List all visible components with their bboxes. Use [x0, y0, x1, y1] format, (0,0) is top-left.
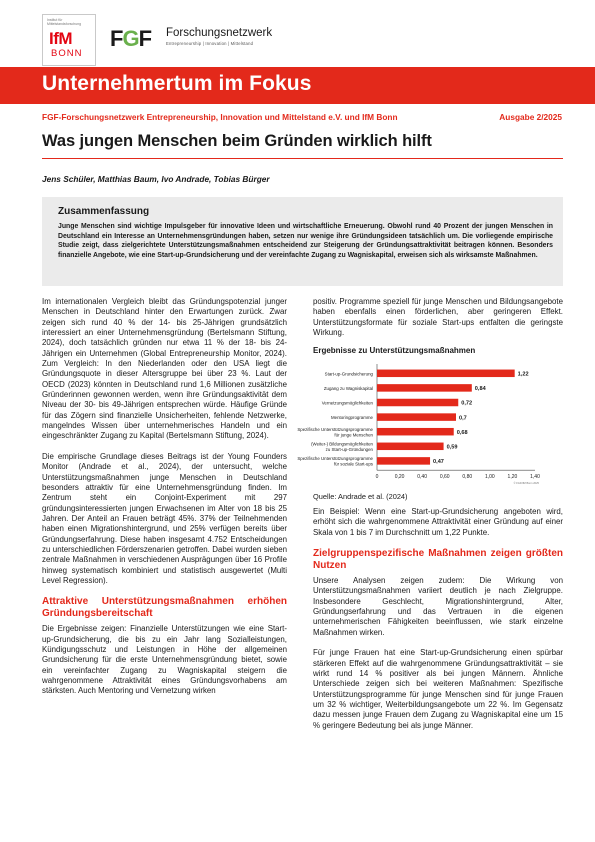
fgf-logo-letter: F: [110, 26, 123, 51]
fgf-logo: [110, 26, 151, 52]
paragraph: Die Ergebnisse zeigen: Finanzielle Unterstützungen wie eine Start-up-Grundsicherung, die bis zu ein Jahr lang Sozialleistungen, Kündigungsschutz und Leistungen in Höhe der allgemeinen Grundsicherung für die erste Unternehmensgründung bietet, sowie ein vereinfachter Zugang zu Wagniskapital steigern die wahrgenommene Attraktivität eines Gründungsvorhabens am stärksten. Auch Mentoring und Vernetzung wirken: [42, 624, 287, 696]
category-label: Zugang zu Wagniskapital: [323, 385, 373, 391]
publisher-text: FGF-Forschungsnetzwerk Entrepreneurship, Innovation und Mittelstand e.V. und IfM Bonn: [42, 112, 398, 122]
x-tick-label: 0,40: [417, 473, 428, 480]
paragraph: Ein Beispiel: Wenn eine Start-up-Grundsicherung angeboten wird, erhöht sich die wahrgenommene Attraktivität einer Gründung auf einer Skala von 1 bis 7 im Durchschnitt um 1,22 Punkte.: [313, 507, 563, 537]
page-title: Was jungen Menschen beim Gründen wirklich hilft: [42, 132, 432, 150]
summary-heading: Zusammenfassung: [58, 206, 150, 217]
ifm-logo-city: BONN: [51, 48, 83, 59]
x-tick-label: 0,60: [439, 473, 450, 480]
section-heading: Zielgruppenspezifische Maßnahmen zeigen größten Nutzen: [313, 548, 563, 571]
x-tick-label: 1,00: [484, 473, 495, 480]
chart-source: Quelle: Andrade et al. (2024): [313, 491, 408, 501]
fgf-name: Forschungsnetzwerk: [166, 27, 273, 39]
chart-bar: [377, 384, 472, 392]
ifm-logo: [42, 14, 96, 66]
x-tick-label: 0,20: [394, 473, 405, 480]
chart-watermark: © FGF/IfM Bonn 2025: [513, 481, 539, 485]
bar-value-label: 1,22: [517, 371, 529, 378]
category-label: Vernetzungsmöglichkeiten: [321, 400, 373, 406]
fgf-logo-text: [110, 26, 151, 51]
paragraph: positiv. Programme speziell für junge Menschen und Bildungsangebote haben ebenfalls einen förderlichen, aber geringeren Effekt. Unterstützungsformate für soziale Start-ups entfalten die geringste Wirkung.: [313, 297, 563, 338]
bar-value-label: 0,72: [461, 400, 473, 407]
chart-title: Ergebnisse zu Unterstützungsmaßnahmen: [313, 346, 476, 356]
category-label: (Weiter-) Bildungsmöglichkeiten: [311, 441, 373, 447]
chart-bar: [377, 369, 515, 377]
ifm-logo-small-text: Institut für Mittelstandsforschung: [47, 18, 82, 26]
fgf-logo-letter: F: [138, 26, 152, 51]
category-label: für soziale Start-ups: [333, 461, 373, 467]
paragraph: Die empirische Grundlage dieses Beitrags ist der Young Founders Monitor (Andrade et al., 2024), der untersucht, welche Unterstützungsmaßnahmen junge Menschen in Deutschland besonders attraktiv für eine Unternehmensgründung finden. Im Zentrum steht ein Conjoint-Experiment mit 297 gründungsinteressierten jungen Erwachsenen im Alter von 18 bis 25 Jahren. Der Anteil an Frauen beträgt 45%. 37% der Teilnehmenden haben einen Migrationshintergrund, und 25% verfügen bereits über Gründungserfahrung. Diese haben insgesamt 4.752 Entscheidungen zu unterschiedlichen Förderszenarien getroffen. Dabei wurden sieben zentrale Maßnahmen in verschiedenen Ausprägungen über 16 Profile hinweg systematisch kombiniert und statistisch ausgewertet (Multi Level Regression).: [42, 451, 287, 585]
x-tick-label: 0,80: [462, 473, 473, 480]
category-label: zu Start-up-Gründungen: [325, 446, 373, 452]
chart-bar: [377, 457, 430, 465]
category-label: für junge Menschen: [334, 432, 373, 438]
bar-value-label: 0,84: [474, 385, 486, 392]
x-tick-label: 0: [375, 473, 379, 480]
paragraph: Im internationalen Vergleich bleibt das Gründungspotenzial junger Menschen in Deutschland hinter den Erwartungen zurück. Zwar zeigen sich rund 40 % der 14- bis 25-Jährigen grundsätzlich interessiert an einer Unternehmensgründung (Bertelsmann Stiftung, 2024), doch tatsächlich gründen nur etwa 11 % der 18- bis 24-Jährigen ein Unternehmen (Global Entrepreneurship Monitor, 2024). Zum Vergleich: In den Niederlanden oder den USA liegt die Gründungsquote in dieser Altersgruppe bei über 23 %. Laut der OECD (2023) könnten in Deutschland rund 1,6 Millionen zusätzliche Gründerinnen gewonnen werden, wenn ihre Gründungsaktivität dem Niveau der 30- bis 49-Jährigen entsprechen würde. Häufige Gründe für das Zögern sind finanzielle Unsicherheiten, fehlende Netzwerke, mangelndes Wissen über unternehmerisches Handeln und ein eingeschränkter Zugang zu Kapital (Bertelsmann Stiftung, 2024).: [42, 297, 287, 441]
banner-title: Unternehmertum im Fokus: [42, 72, 312, 95]
paragraph: Unsere Analysen zeigen zudem: Die Wirkung von Unterstützungsmaßnahmen variiert deutlich je nach Zielgruppe. Insbesondere Geschlecht, Migrationshintergrund, Alter, Gründungserfahrung und das Vertrauen in die eigenen unternehmerischen Fähigkeiten beeinflussen, wie stark einzelne Maßnahmen wirken.: [313, 576, 563, 637]
chart-bar: [377, 428, 454, 436]
category-label: Mentoringprogramme: [331, 414, 373, 420]
chart-bar: [377, 413, 456, 421]
title-divider: [42, 158, 563, 159]
fgf-logo-letter: G: [122, 26, 139, 51]
bar-value-label: 0,47: [433, 458, 444, 465]
category-label: Start-up-Grundsicherung: [324, 371, 373, 377]
issue-number: Ausgabe 2/2025: [499, 112, 562, 122]
publisher-line: [42, 112, 562, 122]
chart-bar: [377, 398, 458, 406]
ifm-logo-text: IfM: [49, 29, 73, 48]
paragraph: Für junge Frauen hat eine Start-up-Grundsicherung einen spürbar stärkeren Effekt auf die wahrgenommene Gründungsattraktivität – sie wirkt rund 14 % positiver als bei jungen Männern. Ähnliche Unterschiede zeigen sich bei weiteren Maßnahmen: Spezifische Unterstützungsprogramme für junge Menschen sind für junge Frauen um 32 % wichtiger, Weiterbildungsangebote um 22 %. Im Gegensatz dazu messen junge Frauen dem Zugang zu Wagniskapital eine um 15 % geringere Bedeutung bei als junge Männer.: [313, 648, 563, 730]
chart: [297, 360, 563, 492]
chart-bar: [377, 442, 444, 450]
bar-value-label: 0,68: [456, 429, 468, 436]
fgf-tagline: Entrepreneurship | Innovation | Mittelstand: [166, 41, 254, 46]
bar-chart-svg: [297, 360, 563, 492]
left-column: [42, 297, 287, 707]
section-heading: Attraktive Unterstützungsmaßnahmen erhöhen Gründungsbereitschaft: [42, 596, 287, 619]
summary-text: Junge Menschen sind wichtige Impulsgeber für innovative Ideen und wirtschaftliche Erneuerung. Obwohl rund 40 Prozent der jungen Menschen in Deutschland ein Interesse an Unternehmensgründungen haben, setzen nur wenige ihre Gründungsideen tatsächlich um. Die vorliegende empirische Studie zeigt, dass zielgerichtete Unterstützungsmaßnahmen entscheidend zur Steigerung der Gründungsattraktivität beitragen können. Besonders finanzielle Angebote, wie eine Start-up-Grundsicherung und der vereinfachte Zugang zu Wagniskapital, erweisen sich als wirksamste Maßnahmen.: [58, 223, 553, 260]
category-label: Spezifische Unterstützungsprogramme: [297, 455, 373, 461]
x-tick-label: 1,40: [530, 473, 540, 480]
right-column: [297, 297, 563, 741]
x-tick-label: 1,20: [507, 473, 518, 480]
authors: Jens Schüler, Matthias Baum, Ivo Andrade, Tobias Bürger: [42, 174, 270, 184]
bar-value-label: 0,7: [459, 415, 467, 422]
bar-value-label: 0,59: [446, 444, 458, 451]
category-label: Spezifische Unterstützungsprogramme: [297, 426, 373, 432]
